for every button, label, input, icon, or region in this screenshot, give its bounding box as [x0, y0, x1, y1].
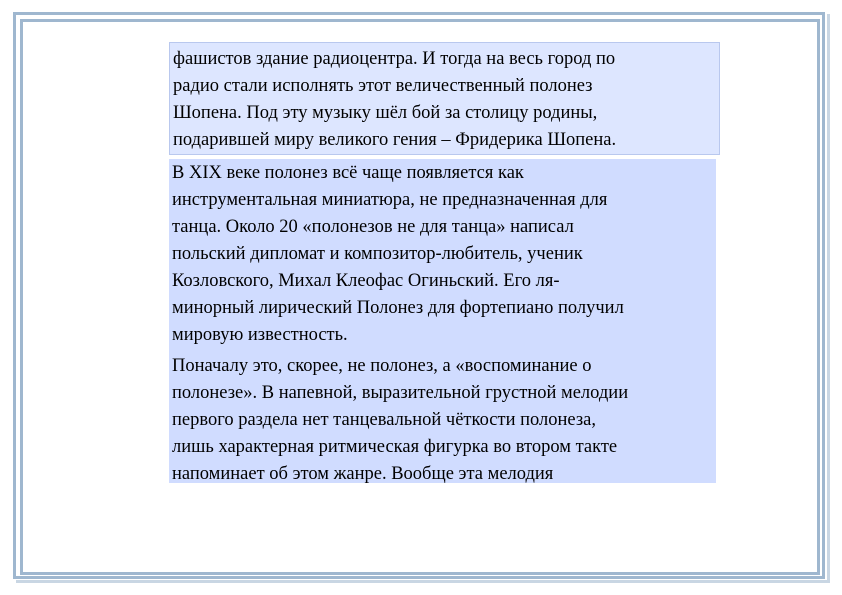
- paragraph-polonaise-memory: Поначалу это, скорее, не полонез, а «воспоминание о полонезе». В напевной, выразительной грустной мелодии первого раздела нет танцевальной чёткости полонеза, лишь характерная ритмическая фигурка во втором такте напоминает об этом жанре. Вообще эта мелодия: [172, 356, 629, 484]
- text-box-main[interactable]: [169, 159, 716, 483]
- paragraph-polonaise-history: В XIX веке полонез всё чаще появляется как инструментальная миниатюра, не предназначенная для танца. Около 20 «полонезов не для танца» написал польский дипломат и композитор-любитель, ученик Козловского, Михал Клеофас Огиньский. Его ля- минорный лирический Полонез для фортепиано получил мировую известность.: [172, 163, 624, 345]
- frame-shadow-right: [827, 14, 830, 582]
- text-box-top[interactable]: [169, 42, 720, 155]
- paragraph-radiocenter: фашистов здание радиоцентра. И тогда на весь город по радио стали исполнять этот величественный полонез Шопена. Под эту музыку шёл бой за столицу родины, подарившей миру великого гения – Фридерика Шопена.: [173, 49, 617, 150]
- frame-shadow-bottom: [16, 580, 830, 583]
